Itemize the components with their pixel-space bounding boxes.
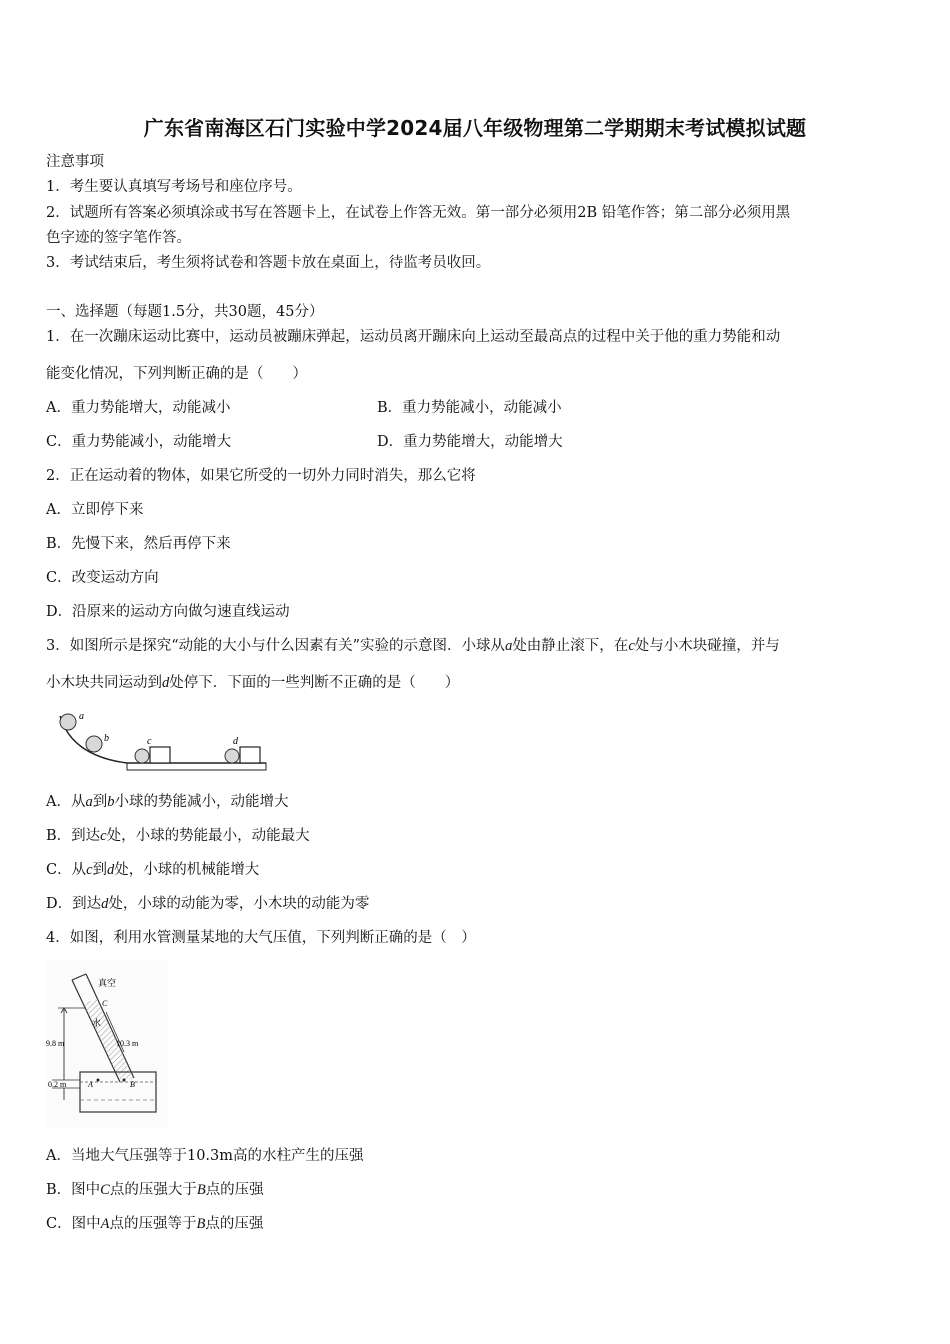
q3-stem-part: 3．如图所示是探究“动能的大小与什么因素有关”实验的示意图．小球从	[46, 638, 506, 654]
text: 到	[92, 862, 108, 878]
q3-stem-part: 小木块共同运动到	[46, 675, 162, 691]
q4-option-a: A．当地大气压强等于10.3m高的水柱产生的压强	[46, 1148, 364, 1164]
q1-stem-line1: 1．在一次蹦床运动比赛中，运动员被蹦床弹起，运动员离开蹦床向上运动至最高点的过程中关于他的重力势能和动	[46, 329, 781, 345]
var-d: d	[162, 675, 170, 691]
q1-option-d: D．重力势能增大，动能增大	[377, 434, 563, 450]
q3-stem-part: 处停下．下面的一些判断不正确的是（ ）	[169, 675, 460, 691]
floor-base	[127, 763, 266, 770]
q3-figure	[52, 708, 272, 774]
var: B	[196, 1182, 206, 1198]
notice-item-1: 1．考生要认真填写考场号和座位序号。	[46, 179, 302, 195]
var: A	[100, 1216, 110, 1232]
text: 点的压强等于	[109, 1216, 197, 1232]
label-10-3m: 10.3 m	[116, 1039, 139, 1048]
q2-option-c: C．改变运动方向	[46, 570, 159, 586]
ball-a	[60, 714, 76, 730]
q2-option-b: B．先慢下来，然后再停下来	[46, 536, 231, 552]
ball-d	[225, 749, 239, 763]
q2-stem: 2．正在运动着的物体，如果它所受的一切外力同时消失，那么它将	[46, 468, 476, 484]
label-A: A	[88, 1080, 93, 1089]
text: 处，小球的机械能增大	[114, 862, 260, 878]
text: C．图中	[46, 1216, 101, 1232]
ball-c	[135, 749, 149, 763]
label-B: B	[130, 1080, 135, 1089]
text: 点的压强	[205, 1182, 264, 1198]
q3-stem-part: 处由静止滚下，在	[512, 638, 629, 654]
text: 小球的势能减小，动能增大	[114, 794, 289, 810]
ball-b	[86, 736, 102, 752]
var: d	[101, 896, 109, 912]
q3-stem-part: 处与小木块碰撞，并与	[634, 638, 780, 654]
notice-item-3: 3．考试结束后，考生须将试卷和答题卡放在桌面上，待监考员收回。	[46, 255, 491, 271]
q4-figure	[46, 960, 168, 1128]
notice-item-2-cont: 色字迹的签字笔作答。	[46, 230, 191, 246]
q3-stem-line2	[46, 673, 459, 693]
text: 处，小球的动能为零，小木块的动能为零	[108, 896, 370, 912]
page-title: 广东省南海区石门实验中学2024届八年级物理第二学期期末考试模拟试题	[143, 116, 807, 140]
var: B	[196, 1216, 206, 1232]
label-9-8m: 9.8 m	[46, 1039, 65, 1048]
q1-option-c: C．重力势能减小，动能增大	[46, 434, 232, 450]
text: A．从	[46, 794, 86, 810]
var: c	[100, 828, 107, 844]
var: d	[107, 862, 115, 878]
var-a: a	[505, 638, 513, 654]
q3-option-d	[46, 894, 369, 914]
q3-option-b	[46, 826, 310, 846]
q3-option-a	[46, 792, 288, 812]
q2-option-a: A．立即停下来	[46, 502, 144, 518]
q1-option-a: A．重力势能增大，动能减小	[46, 400, 231, 416]
label-d: d	[233, 736, 238, 747]
block-d	[240, 747, 260, 763]
var: b	[107, 794, 115, 810]
text: B．到达	[46, 828, 101, 844]
q1-stem-line2: 能变化情况，下列判断正确的是（ ）	[46, 366, 307, 382]
section-heading: 一、选择题（每题1.5分，共30题，45分）	[46, 304, 324, 320]
q4-option-c	[46, 1214, 263, 1234]
label-c: c	[147, 736, 152, 747]
text: D．到达	[46, 896, 102, 912]
text: C．从	[46, 862, 87, 878]
q1-option-b: B．重力势能减小，动能减小	[377, 400, 562, 416]
notice-item-2: 2．试题所有答案必须填涂或书写在答题卡上，在试卷上作答无效。第一部分必须用2B 铅笔作答；第二部分必须用黑	[46, 205, 791, 221]
label-C: C	[102, 999, 108, 1008]
text: 处，小球的势能最小，动能最大	[106, 828, 310, 844]
q3-stem-line1	[46, 636, 780, 656]
notice-heading: 注意事项	[46, 154, 104, 170]
q3-option-c	[46, 860, 259, 880]
label-a: a	[79, 711, 84, 722]
label-b: b	[104, 733, 109, 744]
q2-option-d: D．沿原来的运动方向做匀速直线运动	[46, 604, 290, 620]
label-vacuum: 真空	[98, 979, 117, 989]
q4-option-b	[46, 1180, 264, 1200]
block-c	[150, 747, 170, 763]
var-c: c	[628, 638, 635, 654]
text: 点的压强	[205, 1216, 264, 1232]
label-water: 水	[92, 1019, 102, 1029]
text: 到	[92, 794, 108, 810]
var: a	[85, 794, 93, 810]
text: B．图中	[46, 1182, 101, 1198]
label-0-2m: 0.2 m	[48, 1080, 67, 1089]
var: C	[100, 1182, 110, 1198]
q4-stem: 4．如图，利用水管测量某地的大气压值，下列判断正确的是（ ）	[46, 930, 476, 946]
var: c	[86, 862, 93, 878]
text: 点的压强大于	[109, 1182, 197, 1198]
